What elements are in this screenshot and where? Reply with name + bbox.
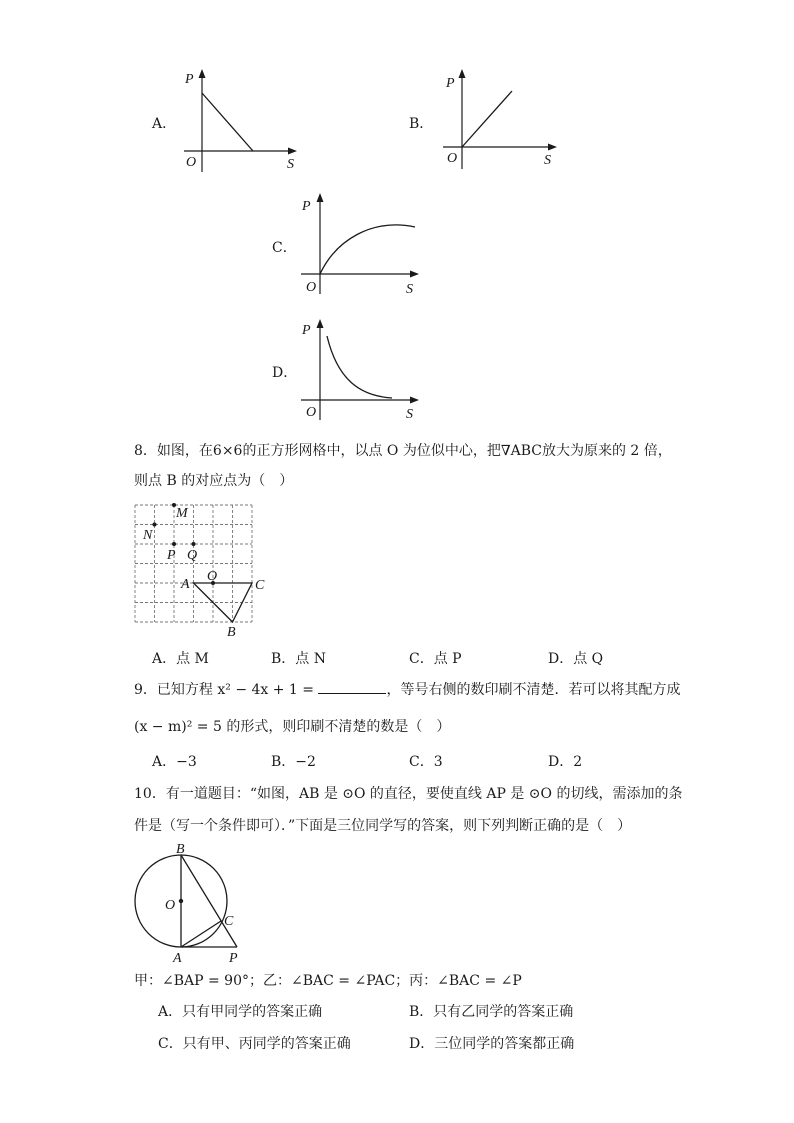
grid-label-c: C	[255, 578, 265, 593]
grid-label-n: N	[143, 528, 153, 543]
grid-label-a: A	[181, 577, 190, 592]
q9-option-b[interactable]: B．−2	[271, 754, 316, 770]
q7-option-b-label[interactable]: B．	[409, 116, 434, 132]
q8-line2: 则点 B 的对应点为（ ）	[134, 473, 294, 489]
q10-option-d[interactable]: D．三位同学的答案都正确	[409, 1036, 575, 1052]
q7d-s: S	[406, 407, 413, 422]
fig-label-a: A	[173, 951, 182, 966]
q9-option-d[interactable]: D．2	[548, 754, 583, 770]
fig-label-o: O	[165, 898, 176, 913]
q10-option-c[interactable]: C．只有甲、丙同学的答案正确	[158, 1036, 351, 1052]
q8-option-a[interactable]: A．点 M	[152, 651, 209, 667]
q9-line2: (x − m)² = 5 的形式，则印刷不清楚的数是（ ）	[134, 719, 451, 735]
q8-line1: 8．如图，在6×6的正方形网格中，以点 O 为位似中心，把∇ABC放大为原来的 2 倍，	[134, 443, 672, 459]
q7b-p: P	[446, 76, 455, 91]
q7c-p: P	[302, 199, 311, 214]
q7d-p: P	[302, 323, 311, 338]
q10-answers: 甲：∠BAP = 90°；乙：∠BAC = ∠PAC；丙：∠BAC = ∠P	[134, 973, 522, 989]
q9-option-c[interactable]: C．3	[409, 754, 443, 770]
q7d-o: O	[306, 405, 317, 420]
q8-option-b[interactable]: B．点 N	[271, 651, 326, 667]
q7-option-a-label[interactable]: A．	[152, 116, 177, 132]
q7-option-d-label[interactable]: D．	[272, 365, 298, 381]
q9-line1-suffix: ，等号右侧的数印刷不清楚．若可以将其配方成	[386, 682, 681, 698]
q7a-p: P	[185, 72, 194, 87]
q9-option-a[interactable]: A．−3	[152, 754, 197, 770]
q7b-o: O	[447, 151, 458, 166]
q10-line1: 10．有一道题目：“如图，AB 是 ⊙O 的直径，要使直线 AP 是 ⊙O 的切线，需添加的条	[134, 786, 683, 802]
q7a-o: O	[186, 155, 197, 170]
q7a-s: S	[287, 157, 294, 172]
q7c-s: S	[406, 282, 413, 297]
q7-option-c-label[interactable]: C．	[272, 240, 297, 256]
q10-line2: 件是（写一个条件即可）．”下面是三位同学写的答案，则下列判断正确的是（ ）	[134, 818, 632, 834]
grid-label-p: P	[167, 548, 176, 563]
q7c-o: O	[306, 280, 317, 295]
q8-option-d[interactable]: D．点 Q	[548, 651, 604, 667]
fig-label-p: P	[229, 951, 238, 966]
q9-line1-prefix: 9．已知方程 x² − 4x + 1 =	[134, 682, 319, 698]
grid-label-o: O	[207, 569, 218, 584]
grid-label-m: M	[176, 506, 188, 521]
fig-label-c: C	[224, 914, 234, 929]
q8-option-c[interactable]: C．点 P	[409, 651, 462, 667]
fig-label-b: B	[176, 842, 185, 857]
q10-option-b[interactable]: B．只有乙同学的答案正确	[409, 1004, 574, 1020]
q7b-s: S	[544, 153, 551, 168]
grid-label-q: Q	[187, 548, 198, 563]
q10-option-a[interactable]: A．只有甲同学的答案正确	[158, 1004, 323, 1020]
grid-label-b: B	[227, 625, 236, 640]
